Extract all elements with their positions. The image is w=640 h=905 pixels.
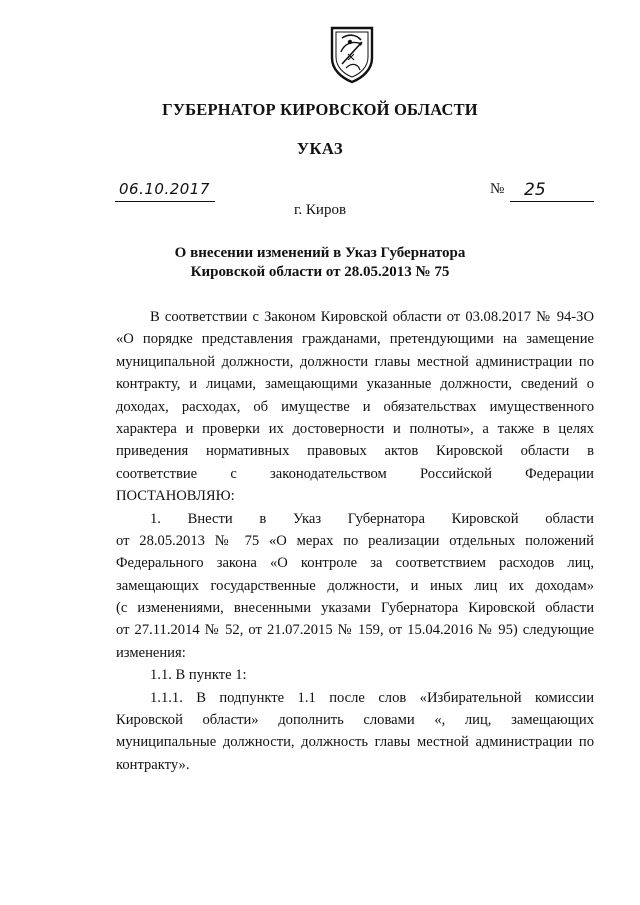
body-line: муниципальной должности, должности главы местной администрации по [116,353,594,370]
title-line: О внесении изменений в Указ Губернатора [174,245,466,261]
document-body [116,306,594,776]
body-line: 1.1.1. В подпункте 1.1 после слов «Избирательной комиссии [150,689,594,706]
body-line: от 28.05.2013 № 75 «О мерах по реализации отдельных положений [116,532,594,549]
body-line: 1.1. В пункте 1: [150,667,247,684]
body-line: замещающих государственные должности, и иных лиц их доходам» [116,577,594,594]
body-line: 1. Внести в Указ Губернатора Кировской области [150,510,594,527]
city: г. Киров [293,202,347,218]
body-line: В соответствии с Законом Кировской области от 03.08.2017 № 94-ЗО [150,309,594,325]
body-line: от 27.11.2014 № 52, от 21.07.2015 № 159, от 15.04.2016 № 95) следующие [116,622,594,639]
title-line: Кировской области от 28.05.2013 № 75 [190,264,450,280]
coat-of-arms-icon [328,24,376,84]
body-line: ПОСТАНОВЛЯЮ: [116,488,235,505]
date-field [115,179,215,202]
document-title [0,244,640,282]
body-line: муниципальные должности, должность главы местной администрации по [116,734,594,751]
issuer-heading: ГУБЕРНАТОР КИРОВСКОЙ ОБЛАСТИ [162,100,478,119]
body-line: изменения: [116,644,186,661]
body-line: Кировской области» дополнить словами «, лиц, замещающих [116,712,594,729]
body-line: соответствие с законодательством Российской Федерации [116,465,594,482]
body-line: контракту, и лицами, замещающими указанные должности, сведений о [116,376,594,393]
body-line: характера и проверки их достоверности и полноты», а также в целях [116,420,594,437]
body-line: (с изменениями, внесенными указами Губернатора Кировской области [116,600,594,617]
number-label: № [490,181,505,197]
body-line: Федерального закона «О контроле за соответствием расходов лиц, [116,555,594,572]
body-line: приведения нормативных правовых актов Кировской области в [116,443,594,460]
number-value: 25 [524,180,546,200]
body-line: «О порядке представления гражданами, претендующими на замещение [116,331,594,348]
document-type-heading: УКАЗ [296,139,344,158]
number-field [510,179,594,202]
body-line: доходах, расходах, об имуществе и обязательствах имущественного [116,398,594,415]
body-line: контракту». [116,756,190,773]
date-value: 06.10.2017 [119,180,210,198]
